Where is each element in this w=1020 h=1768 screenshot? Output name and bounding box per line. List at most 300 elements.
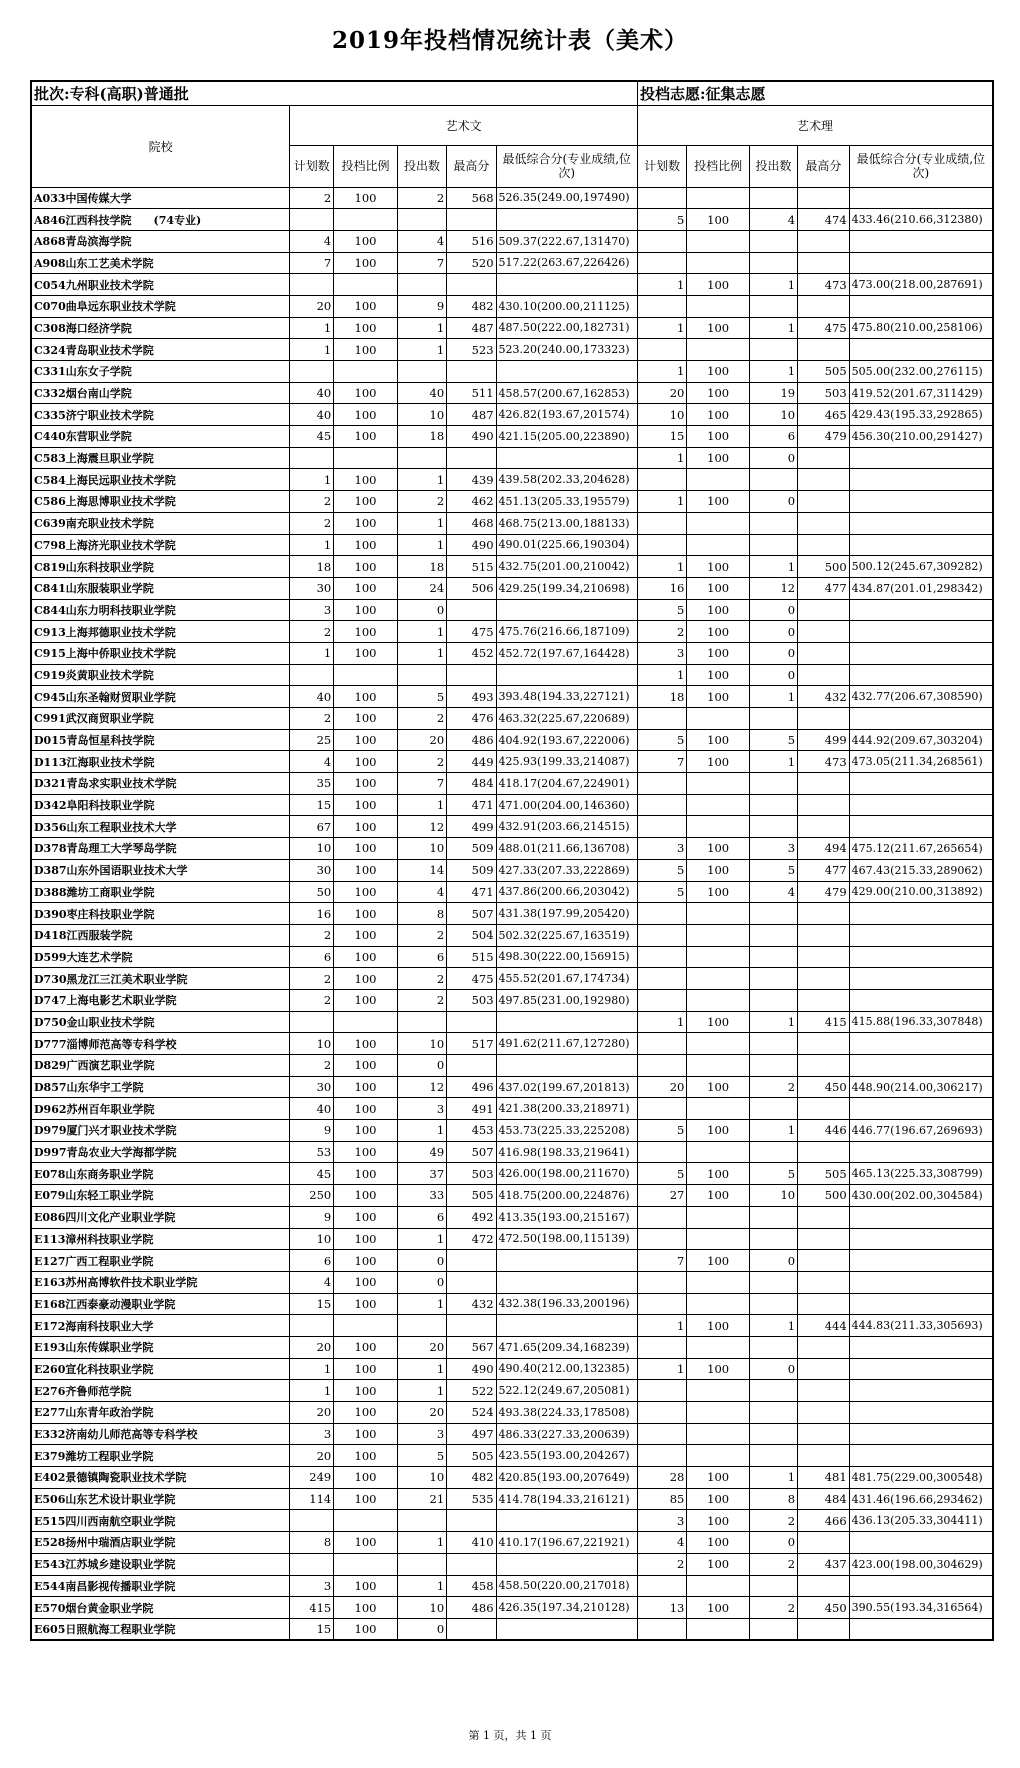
wen-ratio-cell: 100 [334,1445,398,1467]
wen-ratio-cell: 100 [334,1423,398,1445]
wen-max-score-cell: 475 [447,968,496,990]
wen-min-score-cell: 509.37(222.67,131470) [496,230,638,252]
institution-header: 院校 [31,105,290,187]
li-min-score-cell: 473.05(211.34,268561) [849,751,993,773]
li-plan-cell: 28 [638,1467,687,1489]
wen-plan-cell: 40 [290,686,334,708]
wen-plan-cell: 10 [290,838,334,860]
wen-min-score-cell: 426.35(197.34,210128) [496,1597,638,1619]
li-ratio-cell: 100 [687,1510,750,1532]
wen-plan-cell: 4 [290,230,334,252]
institution-name-cell: E506山东艺术设计职业学院 [31,1488,290,1510]
li-plan-cell: 18 [638,686,687,708]
li-ratio-cell [687,1098,750,1120]
li-max-score-cell: 450 [798,1597,850,1619]
wen-min-score-cell: 471.65(209.34,168239) [496,1336,638,1358]
li-admitted-cell: 2 [749,1553,797,1575]
li-plan-cell [638,1206,687,1228]
table-row [31,1055,993,1077]
institution-name-cell: D387山东外国语职业技术大学 [31,859,290,881]
li-plan-cell: 1 [638,274,687,296]
wen-ratio-cell [334,1011,398,1033]
li-plan-cell [638,924,687,946]
wen-max-score-cell [447,209,496,231]
li-admitted-cell: 5 [749,859,797,881]
li-max-score-cell: 503 [798,382,850,404]
wen-plan-cell: 3 [290,1423,334,1445]
li-ratio-cell [687,903,750,925]
li-plan-cell: 85 [638,1488,687,1510]
li-plan-cell [638,1445,687,1467]
institution-name-cell: C945山东圣翰财贸职业学院 [31,686,290,708]
wen-admitted-cell [397,1553,446,1575]
li-max-score-cell [798,295,850,317]
wen-ratio-cell: 100 [334,1141,398,1163]
institution-name-cell: D015青岛恒星科技学院 [31,729,290,751]
table-row [31,1120,993,1142]
wen-plan-cell [290,664,334,686]
li-max-score-cell [798,946,850,968]
li-plan-cell: 1 [638,1315,687,1337]
li-max-score-cell: 505 [798,361,850,383]
li-ratio-cell [687,1380,750,1402]
li-min-score-cell: 423.00(198.00,304629) [849,1553,993,1575]
li-plan-cell [638,773,687,795]
li-max-score-cell [798,1293,850,1315]
li-plan-cell [638,816,687,838]
li-max-score-cell [798,621,850,643]
li-min-score-cell: 390.55(193.34,316564) [849,1597,993,1619]
li-min-score-cell [849,1206,993,1228]
table-row [31,859,993,881]
wen-admitted-cell: 0 [397,1250,446,1272]
wen-max-score-cell: 496 [447,1076,496,1098]
table-row [31,317,993,339]
wen-max-score-cell: 523 [447,339,496,361]
li-plan-cell: 2 [638,621,687,643]
wen-max-score-cell: 453 [447,1120,496,1142]
wen-admitted-cell: 1 [397,1532,446,1554]
wen-admitted-cell: 7 [397,773,446,795]
institution-name-cell: E332济南幼儿师范高等专科学校 [31,1423,290,1445]
wen-plan-cell: 6 [290,1250,334,1272]
li-max-score-cell: 481 [798,1467,850,1489]
li-max-score-cell: 446 [798,1120,850,1142]
li-max-score-cell: 500 [798,1185,850,1207]
li-min-score-cell [849,1033,993,1055]
li-min-score-cell [849,1445,993,1467]
li-min-score-cell [849,621,993,643]
li-min-score-cell: 444.92(209.67,303204) [849,729,993,751]
wen-min-score-cell: 487.50(222.00,182731) [496,317,638,339]
li-plan-cell [638,946,687,968]
li-admitted-cell: 3 [749,838,797,860]
wen-max-score-cell: 497 [447,1423,496,1445]
wen-min-score-cell [496,1250,638,1272]
li-ratio-cell: 100 [687,642,750,664]
wen-plan-cell: 16 [290,903,334,925]
institution-name-cell: E276齐鲁师范学院 [31,1380,290,1402]
wen-ratio-cell: 100 [334,1532,398,1554]
wen-plan-cell: 30 [290,859,334,881]
li-max-score-cell [798,1423,850,1445]
li-admitted-cell: 8 [749,1488,797,1510]
wen-min-score-cell: 468.75(213.00,188133) [496,512,638,534]
wen-admitted-cell: 1 [397,1120,446,1142]
wen-plan-cell: 415 [290,1597,334,1619]
li-admitted-cell: 2 [749,1597,797,1619]
table-row [31,903,993,925]
wen-min-score-cell: 421.38(200.33,218971) [496,1098,638,1120]
wen-max-score-cell: 503 [447,989,496,1011]
wen-admitted-cell: 1 [397,317,446,339]
table-row [31,1423,993,1445]
li-min-score-cell: 429.43(195.33,292865) [849,404,993,426]
wen-max-score-cell: 482 [447,1467,496,1489]
li-ratio-cell [687,1271,750,1293]
li-ratio-cell: 100 [687,274,750,296]
li-max-score-cell [798,1445,850,1467]
wen-ratio-cell: 100 [334,230,398,252]
wen-ratio-cell: 100 [334,1055,398,1077]
li-ratio-cell [687,1033,750,1055]
wen-min-score-cell [496,209,638,231]
institution-name-cell: E605日照航海工程职业学院 [31,1618,290,1640]
li-max-score-cell: 444 [798,1315,850,1337]
li-max-score-cell: 437 [798,1553,850,1575]
wen-admitted-cell: 1 [397,534,446,556]
wen-plan-cell: 1 [290,642,334,664]
wen-admitted-cell: 5 [397,1445,446,1467]
li-plan-cell: 27 [638,1185,687,1207]
wen-ratio-cell: 100 [334,1575,398,1597]
li-admitted-cell: 1 [749,1315,797,1337]
li-max-score-cell [798,1033,850,1055]
table-row [31,274,993,296]
wen-min-score-cell: 493.38(224.33,178508) [496,1402,638,1424]
wen-max-score-cell: 509 [447,859,496,881]
li-ratio-cell: 100 [687,1597,750,1619]
wen-min-score-cell: 421.15(205.00,223890) [496,426,638,448]
wen-max-score-cell [447,1055,496,1077]
li-ratio-cell [687,295,750,317]
li-plan-cell [638,794,687,816]
wen-min-score-cell [496,447,638,469]
institution-name-cell: E086四川文化产业职业学院 [31,1206,290,1228]
li-max-score-cell [798,1228,850,1250]
li-max-score-cell: 415 [798,1011,850,1033]
wen-ratio-cell [334,361,398,383]
page-title: 2019年投档情况统计表（美术） [331,27,688,54]
table-row [31,686,993,708]
li-min-score-cell [849,1271,993,1293]
li-ratio-cell: 100 [687,1358,750,1380]
wen-min-score-cell: 393.48(194.33,227121) [496,686,638,708]
li-max-score-cell [798,1055,850,1077]
table-row [31,447,993,469]
wen-max-score-cell: 504 [447,924,496,946]
institution-name-cell: D730黑龙江三江美术职业学院 [31,968,290,990]
li-admitted-cell: 5 [749,729,797,751]
wen-ratio-cell: 100 [334,1228,398,1250]
li-max-score-cell [798,989,850,1011]
wen-ratio-cell: 100 [334,599,398,621]
wen-max-score-cell: 491 [447,1098,496,1120]
li-min-score-cell [849,1098,993,1120]
institution-name-cell: D750金山职业技术学院 [31,1011,290,1033]
wen-admitted-cell [397,447,446,469]
wen-max-score-cell: 524 [447,1402,496,1424]
li-max-score-cell: 505 [798,1163,850,1185]
wen-plan-cell: 2 [290,968,334,990]
li-plan-cell [638,534,687,556]
wen-max-score-cell: 475 [447,621,496,643]
li-ratio-cell: 100 [687,881,750,903]
batch-row [31,81,993,105]
wen-admitted-cell: 0 [397,1618,446,1640]
wen-admitted-cell: 20 [397,1336,446,1358]
wen-min-score-cell: 426.00(198.00,211670) [496,1163,638,1185]
institution-name-cell: E079山东轻工职业学院 [31,1185,290,1207]
wen-ratio-cell: 100 [334,404,398,426]
wen-plan-cell: 30 [290,1076,334,1098]
li-ratio-cell: 100 [687,577,750,599]
li-admitted-cell [749,773,797,795]
wen-min-score-cell: 427.33(207.33,222869) [496,859,638,881]
li-ratio-cell: 100 [687,1488,750,1510]
plan-header: 计划数 [290,145,334,187]
li-min-score-cell [849,1380,993,1402]
li-min-score-cell [849,816,993,838]
li-ratio-cell: 100 [687,426,750,448]
li-max-score-cell: 500 [798,556,850,578]
li-admitted-cell: 1 [749,556,797,578]
li-admitted-cell: 2 [749,1076,797,1098]
wen-ratio-cell: 100 [334,946,398,968]
wen-plan-cell: 1 [290,469,334,491]
wen-min-score-cell: 498.30(222.00,156915) [496,946,638,968]
wen-admitted-cell: 10 [397,1467,446,1489]
wen-max-score-cell: 505 [447,1185,496,1207]
li-min-score-cell: 500.12(245.67,309282) [849,556,993,578]
wen-min-score-cell [496,1618,638,1640]
li-max-score-cell [798,599,850,621]
li-ratio-cell [687,816,750,838]
wen-ratio-cell: 100 [334,924,398,946]
wen-max-score-cell [447,1553,496,1575]
table-row [31,1141,993,1163]
wen-plan-cell: 7 [290,252,334,274]
wen-admitted-cell: 4 [397,881,446,903]
wen-min-score-cell: 437.86(200.66,203042) [496,881,638,903]
li-min-score-cell: 505.00(232.00,276115) [849,361,993,383]
wen-max-score-cell: 482 [447,295,496,317]
wen-min-score-cell: 432.75(201.00,210042) [496,556,638,578]
wen-min-score-cell [496,1055,638,1077]
table-row [31,751,993,773]
wen-plan-cell: 18 [290,556,334,578]
wen-plan-cell: 2 [290,491,334,513]
wen-min-score-cell: 490.01(225.66,190304) [496,534,638,556]
wen-admitted-cell: 2 [397,968,446,990]
li-plan-cell: 5 [638,1120,687,1142]
wen-ratio-cell: 100 [334,1467,398,1489]
li-plan-cell: 5 [638,881,687,903]
wen-plan-cell: 3 [290,1575,334,1597]
wen-ratio-cell: 100 [334,708,398,730]
li-max-score-cell [798,1141,850,1163]
wen-ratio-cell [334,274,398,296]
wen-ratio-cell: 100 [334,1250,398,1272]
wen-plan-cell: 2 [290,989,334,1011]
li-min-score-cell [849,664,993,686]
li-plan-cell [638,230,687,252]
wen-min-score-cell: 418.17(204.67,224901) [496,773,638,795]
wen-ratio-cell: 100 [334,794,398,816]
wen-admitted-cell: 3 [397,1423,446,1445]
li-min-score-cell: 431.46(196.66,293462) [849,1488,993,1510]
wen-admitted-cell: 20 [397,729,446,751]
li-min-score-cell: 475.80(210.00,258106) [849,317,993,339]
wen-min-score-cell [496,1011,638,1033]
li-plan-cell: 3 [638,838,687,860]
li-max-score-cell: 466 [798,1510,850,1532]
min-score-header: 最低综合分(专业成绩,位次) [849,145,993,187]
wen-admitted-cell [397,1510,446,1532]
wen-admitted-cell: 1 [397,621,446,643]
li-min-score-cell: 419.52(201.67,311429) [849,382,993,404]
wen-ratio-cell: 100 [334,1098,398,1120]
li-max-score-cell: 473 [798,274,850,296]
wen-max-score-cell: 487 [447,317,496,339]
wen-min-score-cell [496,1553,638,1575]
li-admitted-cell [749,1293,797,1315]
wen-max-score-cell [447,1271,496,1293]
li-plan-cell: 20 [638,382,687,404]
wen-admitted-cell [397,274,446,296]
table-row [31,708,993,730]
wen-plan-cell [290,1510,334,1532]
li-max-score-cell [798,924,850,946]
wen-admitted-cell: 0 [397,599,446,621]
li-ratio-cell [687,1141,750,1163]
wen-max-score-cell [447,664,496,686]
li-ratio-cell [687,339,750,361]
wen-plan-cell: 1 [290,1358,334,1380]
li-admitted-cell: 4 [749,209,797,231]
li-max-score-cell [798,512,850,534]
li-ratio-cell: 100 [687,404,750,426]
institution-name-cell: C915上海中侨职业技术学院 [31,642,290,664]
batch-label: 批次:专科(高职)普通批 [31,81,638,105]
wen-min-score-cell: 431.38(197.99,205420) [496,903,638,925]
wen-ratio-cell: 100 [334,729,398,751]
wen-min-score-cell: 413.35(193.00,215167) [496,1206,638,1228]
table-row [31,382,993,404]
institution-name-cell: C583上海震旦职业学院 [31,447,290,469]
li-admitted-cell: 1 [749,361,797,383]
li-admitted-cell: 0 [749,599,797,621]
wen-admitted-cell: 7 [397,252,446,274]
wen-ratio-cell [334,1510,398,1532]
table-row [31,599,993,621]
table-row [31,1163,993,1185]
li-admitted-cell: 0 [749,642,797,664]
wen-ratio-cell: 100 [334,1185,398,1207]
institution-name-cell: C308海口经济学院 [31,317,290,339]
li-min-score-cell [849,1575,993,1597]
li-admitted-cell: 1 [749,686,797,708]
li-admitted-cell [749,1380,797,1402]
institution-name-cell: D418江西服装学院 [31,924,290,946]
min-score-header: 最低综合分(专业成绩,位次) [496,145,638,187]
li-ratio-cell [687,1618,750,1640]
wen-max-score-cell: 432 [447,1293,496,1315]
wen-ratio-cell: 100 [334,1033,398,1055]
li-plan-cell [638,187,687,209]
li-plan-cell [638,968,687,990]
wen-plan-cell: 2 [290,621,334,643]
li-plan-cell [638,469,687,491]
wen-plan-cell: 45 [290,426,334,448]
wen-max-score-cell: 505 [447,1445,496,1467]
li-min-score-cell [849,1532,993,1554]
li-admitted-cell: 6 [749,426,797,448]
max-score-header: 最高分 [447,145,496,187]
wen-plan-cell: 40 [290,382,334,404]
li-max-score-cell [798,664,850,686]
wen-max-score-cell: 486 [447,1597,496,1619]
li-plan-cell [638,903,687,925]
li-admitted-cell [749,512,797,534]
li-plan-cell: 5 [638,859,687,881]
li-min-score-cell [849,924,993,946]
institution-name-cell: D113江海职业技术学院 [31,751,290,773]
institution-name-cell: E078山东商务职业学院 [31,1163,290,1185]
wen-plan-cell: 1 [290,339,334,361]
li-admitted-cell [749,946,797,968]
li-admitted-cell: 1 [749,317,797,339]
li-max-score-cell [798,642,850,664]
wen-ratio-cell: 100 [334,1618,398,1640]
wen-ratio-cell: 100 [334,1206,398,1228]
institution-name-cell: E515四川西南航空职业学院 [31,1510,290,1532]
li-ratio-cell [687,1445,750,1467]
wen-ratio-cell: 100 [334,382,398,404]
institution-name-cell: E570烟台黄金职业学院 [31,1597,290,1619]
li-min-score-cell [849,708,993,730]
li-plan-cell [638,295,687,317]
wen-ratio-cell [334,209,398,231]
table-row [31,187,993,209]
institution-name-cell: C332烟台南山学院 [31,382,290,404]
li-admitted-cell: 1 [749,1120,797,1142]
page-footer: 第 1 页，共 1 页 [468,1729,552,1742]
table-row [31,838,993,860]
li-admitted-cell: 1 [749,1467,797,1489]
wen-min-score-cell: 425.93(199.33,214087) [496,751,638,773]
wen-max-score-cell [447,447,496,469]
li-admitted-cell [749,1055,797,1077]
wen-max-score-cell: 439 [447,469,496,491]
li-min-score-cell [849,447,993,469]
wen-ratio-cell: 100 [334,968,398,990]
wen-plan-cell: 40 [290,1098,334,1120]
table-row [31,1597,993,1619]
wen-plan-cell [290,209,334,231]
wen-admitted-cell: 10 [397,404,446,426]
admitted-header: 投出数 [749,145,797,187]
